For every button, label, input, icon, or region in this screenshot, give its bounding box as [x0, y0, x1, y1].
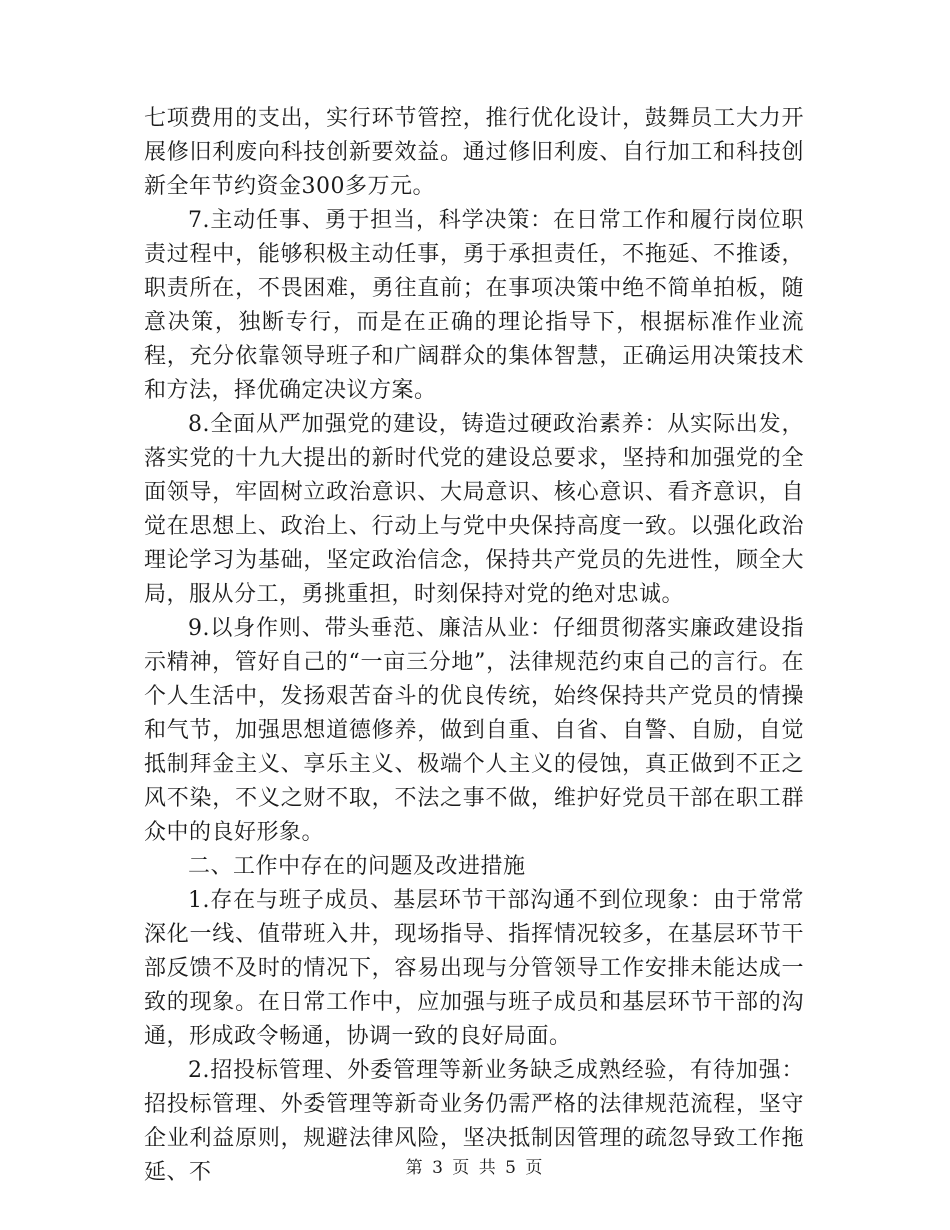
paragraph-item-8: 8.全面从严加强党的建设，铸造过硬政治素养：从实际出发，落实党的十九大提出的新时代党的建设总要求，坚持和加强党的全面领导，牢固树立政治意识、大局意识、核心意识、看齐意识，自觉在思想上、政治上、行动上与党中央保持高度一致。以强化政治理论学习为基础，坚定政治信念，保持共产党员的先进性，顾全大局，服从分工，勇挑重担，时刻保持对党的绝对忠诚。: [144, 412, 804, 607]
page-footer: [0, 1153, 950, 1178]
paragraph-problem-2: 2.招投标管理、外委管理等新业务缺乏成熟经验，有待加强：招投标管理、外委管理等新奇业务仍需严格的法律规范流程，坚守企业利益原则，规避法律风险，坚决抵制因管理的疏忽导致工作拖延、不: [144, 1058, 804, 1185]
document-body: [144, 102, 804, 1190]
footer-middle: 页 共: [452, 1158, 498, 1178]
footer-total-pages: 5: [505, 1158, 518, 1178]
section-heading-problems: 二、工作中存在的问题及改进措施: [188, 854, 526, 879]
paragraph-problem-1: 1.存在与班子成员、基层环节干部沟通不到位现象：由于常常深化一线、值带班入井，现场指导、指挥情况较多，在基层环节干部反馈不及时的情况下，容易出现与分管领导工作安排未能达成一致的现象。在日常工作中，应加强与班子成员和基层环节干部的沟通，形成政令畅通，协调一致的良好局面。: [144, 888, 804, 1049]
paragraph-item-9: 9.以身作则、带头垂范、廉洁从业：仔细贯彻落实廉政建设指示精神，管好自己的“一亩三分地”，法律规范约束自己的言行。在个人生活中，发扬艰苦奋斗的优良传统，始终保持共产党员的情操和气节，加强思想道德修养，做到自重、自省、自警、自励，自觉抵制拜金主义、享乐主义、极端个人主义的侵蚀，真正做到不正之风不染，不义之财不取，不法之事不做，维护好党员干部在职工群众中的良好形象。: [144, 616, 804, 845]
footer-prefix: 第: [405, 1158, 425, 1178]
paragraph-expense-control: 七项费用的支出，实行环节管控，推行优化设计，鼓舞员工大力开展修旧利废向科技创新要效益。通过修旧利废、自行加工和科技创新全年节约资金300多万元。: [144, 106, 804, 199]
paragraph-item-7: 7.主动任事、勇于担当，科学决策：在日常工作和履行岗位职责过程中，能够积极主动任事，勇于承担责任，不拖延、不推诿，职责所在，不畏困难，勇往直前；在事项决策中绝不简单拍板，随意决策，独断专行，而是在正确的理论指导下，根据标准作业流程，充分依靠领导班子和广阔群众的集体智慧，正确运用决策技术和方法，择优确定决议方案。: [144, 208, 804, 403]
footer-current-page: 3: [432, 1158, 445, 1178]
footer-suffix: 页: [525, 1158, 545, 1178]
